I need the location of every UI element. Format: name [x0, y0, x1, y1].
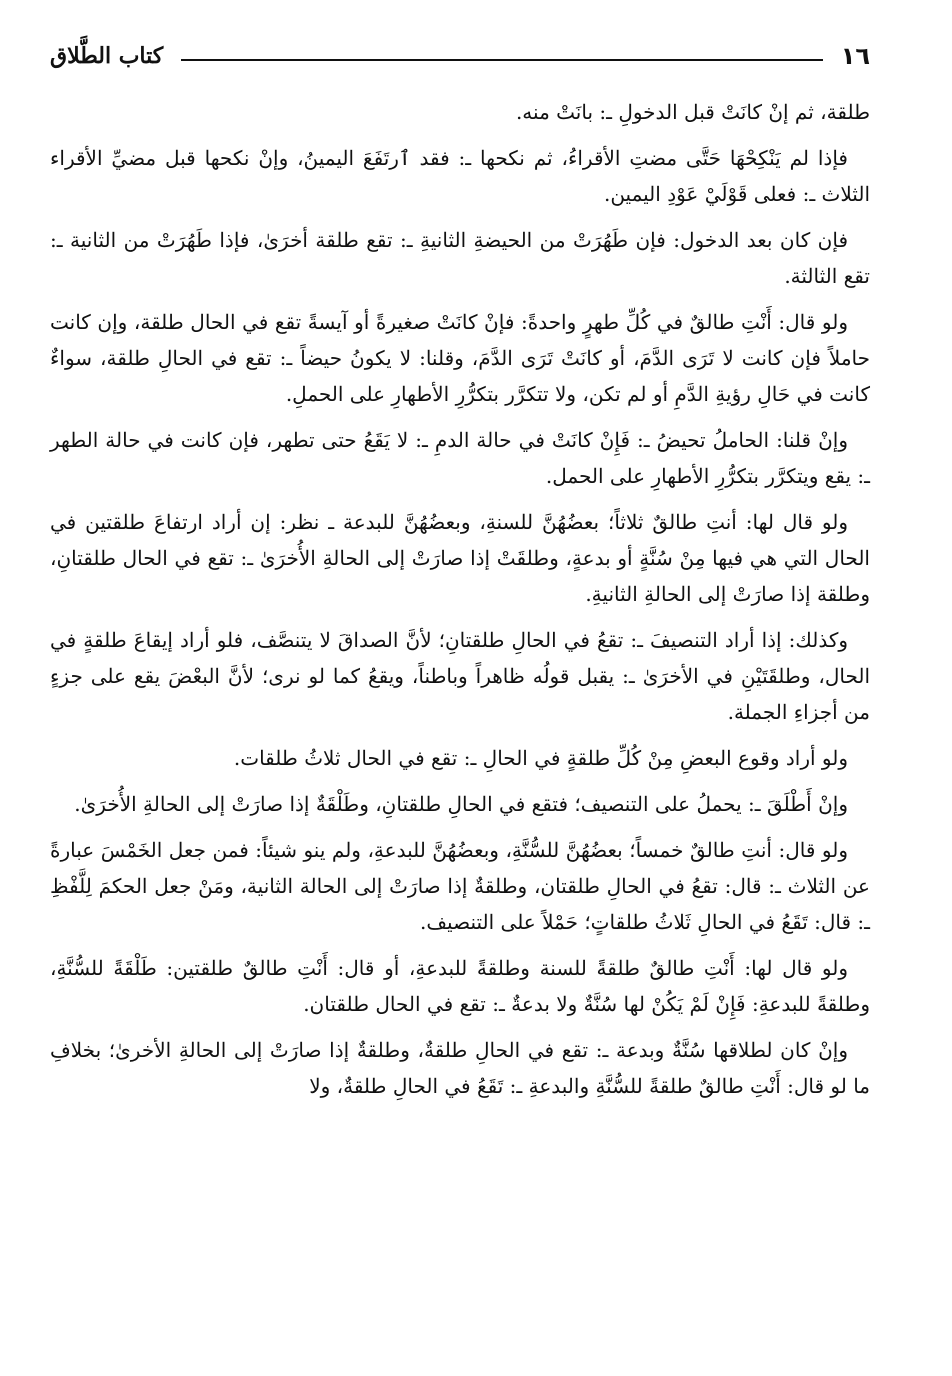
book-page	[50, 30, 870, 1350]
page-number: ١٦	[840, 42, 870, 70]
header-rule	[181, 59, 822, 61]
book-title: كتاب الطَّلاق	[50, 43, 164, 69]
page-header	[50, 30, 870, 82]
paragraph: ولو قال: أَنْتِ طالقٌ في كُلِّ طهرٍ واحدةً: فإنْ كانَتْ صغيرةً أو آيسةً تقع في الحال طلقة، وإن كانت حاملاً فإن كانت لا تَرَى الدَّمَ، أو كانَتْ تَرَى الدَّمَ، وقلنا: لا يكونُ حيضاً ـ: تقع في الحالِ طلقة، سواءٌ كانت في حَالِ رؤيةِ الدَّمِ أو لم تكن، ولا تتكرَّر بتكرُّرِ الأطهارِ على الحملِ.	[50, 310, 870, 406]
paragraph: ولو أراد وقوع البعضِ مِنْ كُلِّ طلقةٍ في الحالِ ـ: تقع في الحال ثلاثُ طلقات.	[233, 746, 848, 770]
paragraph: وكذلك: إذا أراد التنصيفَ ـ: تقعُ في الحالِ طلقتانِ؛ لأنَّ الصداقَ لا يتنصَّف، فلو أراد إيقاعَ طلقةٍ في الحال، وطلقَتَيْنِ في الأخرَىٰ ـ: يقبل قولُه ظاهراً وباطناً، ويقعُ كما لو نرى؛ لأنَّ البعْضَ يقع على جزءٍ من أجزاءِ الجملة.	[50, 628, 871, 724]
paragraph: وإنْ كان لطلاقها سُنَّةٌ وبدعة ـ: تقع في الحالِ طلقةٌ، وطلقةٌ إذا صارَتْ إلى الحالةِ الأخرىٰ؛ بخلافِ ما لو قال: أَنْتِ طالقٌ طلقةً للسُّنَّةِ والبدعةِ ـ: تَقَعُ في الحالِ طلقةٌ، ولا	[50, 1038, 870, 1098]
page-content	[50, 94, 870, 1104]
paragraph: فإذا لم يَنْكِحْهَا حَتَّى مضتِ الأقراءُ، ثم نكحها ـ: فقد ٱرتَفَعَ اليمينُ، وإنْ نكحها قبل مضيِّ الأقراء الثلاث ـ: فعلى قَوْلَيْ عَوْدِ اليمين.	[50, 146, 870, 206]
paragraph: وإنْ أَطْلَقَ ـ: يحملُ على التنصيف؛ فتقع في الحالِ طلقتانِ، وطَلْقَةٌ إذا صارَتْ إلى الحالةِ الأُخرَىٰ.	[74, 792, 848, 816]
paragraph: وإنْ قلنا: الحاملُ تحيضُ ـ: فَإِنْ كانَتْ في حالة الدمِ ـ: لا يَقَعُ حتى تطهر، فإن كانت في حالة الطهر ـ: يقع ويتكرَّر بتكرُّرِ الأطهارِ على الحمل.	[50, 428, 870, 488]
paragraph: طلقة، ثم إنْ كانَتْ قبل الدخولِ ـ: بانَتْ منه.	[515, 100, 870, 124]
paragraph: ولو قال: أنتِ طالقٌ خمساً؛ بعضُهُنَّ للسُّنَّةِ، وبعضُهُنَّ للبدعةِ، ولم ينو شيئاً: فمن جعل الخَمْسَ عبارةً عن الثلاث ـ: قال: تقعُ في الحالِ طلقتان، وطلقةٌ إذا صارَتْ إلى الحالة الثانية، ومَنْ جعل الحكمَ لِلَّفْظِ ـ: قال: تَقَعُ في الحالِ ثَلاثُ طلقاتٍ؛ حَمْلاً على التنصيف.	[50, 838, 870, 934]
paragraph: فإن كان بعد الدخول: فإن طَهُرَتْ من الحيضةِ الثانيةِ ـ: تقع طلقة أخرَىٰ، فإذا طَهُرَتْ من الثانية ـ: تقع الثالثة.	[50, 228, 870, 288]
paragraph: ولو قال لها: أَنْتِ طالقٌ طلقةً للسنة وطلقةً للبدعةِ، أو قال: أَنْتِ طالقٌ طلقتين: طَلْقَةً للسُّنَّةِ، وطلقةً للبدعةِ: فَإِنْ لَمْ يَكُنْ لها سُنَّةٌ ولا بدعةٌ ـ: تقع في الحال طلقتان.	[50, 956, 870, 1016]
paragraph: ولو قال لها: أنتِ طالقٌ ثلاثاً؛ بعضُهُنَّ للسنةِ، وبعضُهُنَّ للبدعة ـ نظر: إن أراد ارتفاعَ طلقتين في الحال التي هي فيها مِنْ سُنَّةٍ أو بدعةٍ، وطلقَتْ إذا صارَتْ إلى الحالةِ الأُخرَىٰ ـ: تقع في الحال طلقتانِ، وطلقة إذا صارَتْ إلى الحالةِ الثانيةِ.	[50, 510, 870, 606]
